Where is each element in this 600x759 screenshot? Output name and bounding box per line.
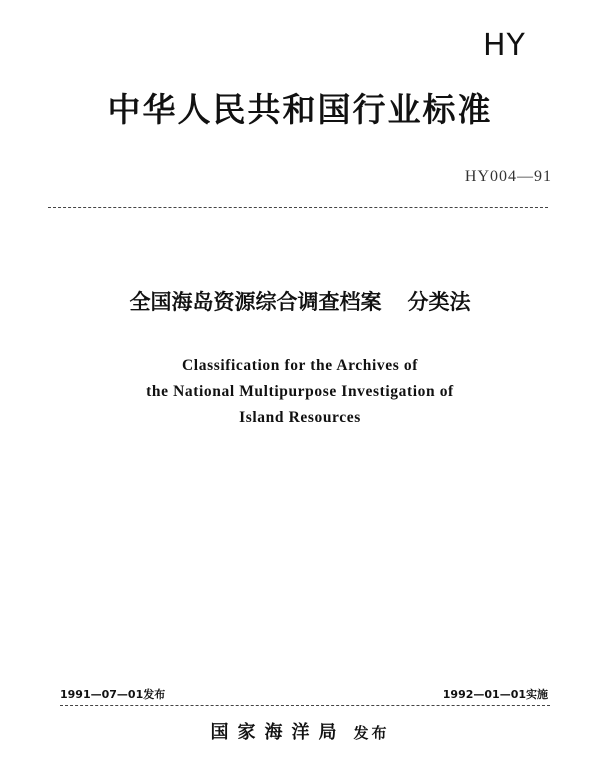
standard-category-mark: HY [483, 28, 526, 63]
document-title-en [0, 353, 600, 431]
standard-type-title: 中华人民共和国行业标准 [107, 90, 493, 129]
header-divider [48, 207, 548, 208]
document-title-en-line: Classification for the Archives of [182, 357, 418, 374]
issuer-organization: 国家海洋局 [210, 722, 346, 743]
document-title-en-line: the National Multipurpose Investigation of [146, 383, 454, 400]
footer-divider [60, 705, 550, 706]
document-title-zh-suffix: 分类法 [407, 290, 471, 314]
implementation-date: 1992—01—01实施 [442, 688, 548, 701]
document-title-zh [0, 286, 600, 316]
standard-code: HY004—91 [464, 168, 552, 185]
issue-date: 1991—07—01发布 [60, 688, 166, 701]
issuer [0, 718, 600, 744]
document-title-zh-main: 全国海岛资源综合调查档案 [129, 290, 382, 314]
issuer-action: 发布 [353, 724, 390, 742]
document-title-en-line: Island Resources [239, 409, 361, 426]
